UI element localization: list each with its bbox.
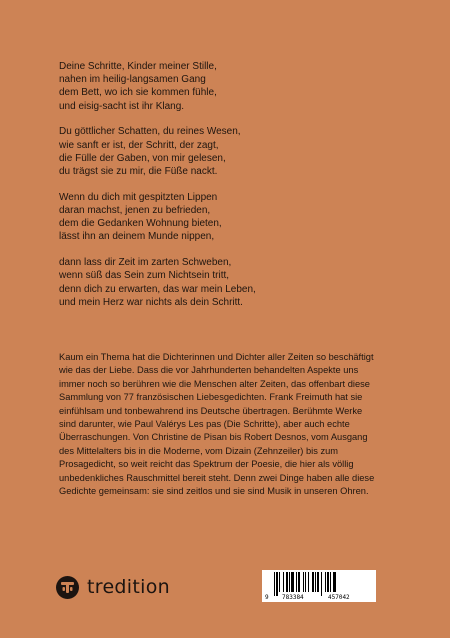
blurb-line: Kaum ein Thema hat die Dichterinnen und Dichter aller Zeiten so beschäftigt bbox=[59, 352, 374, 362]
poem-line: lässt ihn an deinem Munde nippen, bbox=[59, 231, 215, 243]
poem-line: denn dich zu erwarten, das war mein Leben, bbox=[59, 283, 256, 295]
isbn-barcode bbox=[262, 570, 376, 602]
poem-line: wenn süß das Sein zum Nichtsein tritt, bbox=[59, 270, 230, 282]
blurb-line: Sammlung von 77 französischen Liebesgedichten. Frank Freimuth hat sie bbox=[59, 392, 363, 403]
blurb-line: des Mittelalters bis in die Moderne, vom Dizain (Zehnzeiler) bis zum bbox=[59, 445, 339, 456]
stanza bbox=[59, 191, 419, 244]
barcode-group-1: 783384 bbox=[282, 594, 304, 601]
poem-line: und eisig-sacht ist ihr Klang. bbox=[59, 100, 185, 112]
poem bbox=[59, 60, 419, 322]
poem-line: dann lass dir Zeit im zarten Schweben, bbox=[59, 257, 232, 269]
poem-line: du trägst sie zu mir, die Füße nackt. bbox=[59, 166, 218, 178]
blurb bbox=[59, 351, 399, 498]
blurb-line: immer noch so berühren wie die Menschen alter Zeiten, das offenbart diese bbox=[59, 378, 370, 389]
poem-line: und mein Herz war nichts als dein Schritt. bbox=[59, 296, 243, 308]
poem-line: Deine Schritte, Kinder meiner Stille, bbox=[59, 61, 217, 72]
poem-line: Wenn du dich mit gespitzten Lippen bbox=[59, 191, 218, 203]
blurb-line: wie das der Liebe. Dass die vor Jahrhunderten behandelten Aspekte uns bbox=[59, 365, 359, 376]
blurb-line: Gedichte gemeinsam: sie sind zeitlos und sie sind Musik in unseren Ohren. bbox=[59, 486, 369, 497]
stanza bbox=[59, 256, 419, 309]
poem-line: dem Bett, wo ich sie kommen fühle, bbox=[59, 87, 217, 99]
barcode-prefix: 9 bbox=[265, 594, 269, 601]
poem-line: nahen im heilig-langsamen Gang bbox=[59, 74, 206, 86]
publisher-logo bbox=[56, 574, 170, 600]
poem-line: die Fülle der Gaben, von mir gelesen, bbox=[59, 152, 226, 164]
poem-line: dem die Gedanken Wohnung bieten, bbox=[59, 218, 222, 230]
blurb-line: sind darunter, wie Paul Valérys Les pas (Die Schritte), aber auch echte bbox=[59, 419, 350, 430]
poem-line: wie sanft er ist, der Schritt, der zagt, bbox=[59, 139, 219, 151]
blurb-line: Prosagedicht, so weit reicht das Spektrum der Poesie, die hier als völlig bbox=[59, 459, 354, 470]
tredition-logo-icon bbox=[56, 576, 79, 599]
poem-line: Du göttlicher Schatten, du reines Wesen, bbox=[59, 126, 241, 138]
publisher-name: tredition bbox=[87, 576, 170, 598]
stanza bbox=[59, 60, 419, 113]
barcode-group-2: 457042 bbox=[328, 594, 350, 601]
stanza bbox=[59, 125, 419, 178]
blurb-line: unbedenkliches Rauschmittel bereit steht. Denn zwei Dinge haben alle diese bbox=[59, 472, 375, 483]
poem-line: daran machst, jenen zu befrieden, bbox=[59, 205, 211, 217]
barcode-bars bbox=[262, 570, 376, 596]
blurb-line: Überraschungen. Von Christine de Pisan bis Robert Desnos, vom Ausgang bbox=[59, 432, 368, 443]
blurb-line: einfühlsam und tonbewahrend ins Deutsche übertragen. Berühmte Werke bbox=[59, 405, 363, 416]
